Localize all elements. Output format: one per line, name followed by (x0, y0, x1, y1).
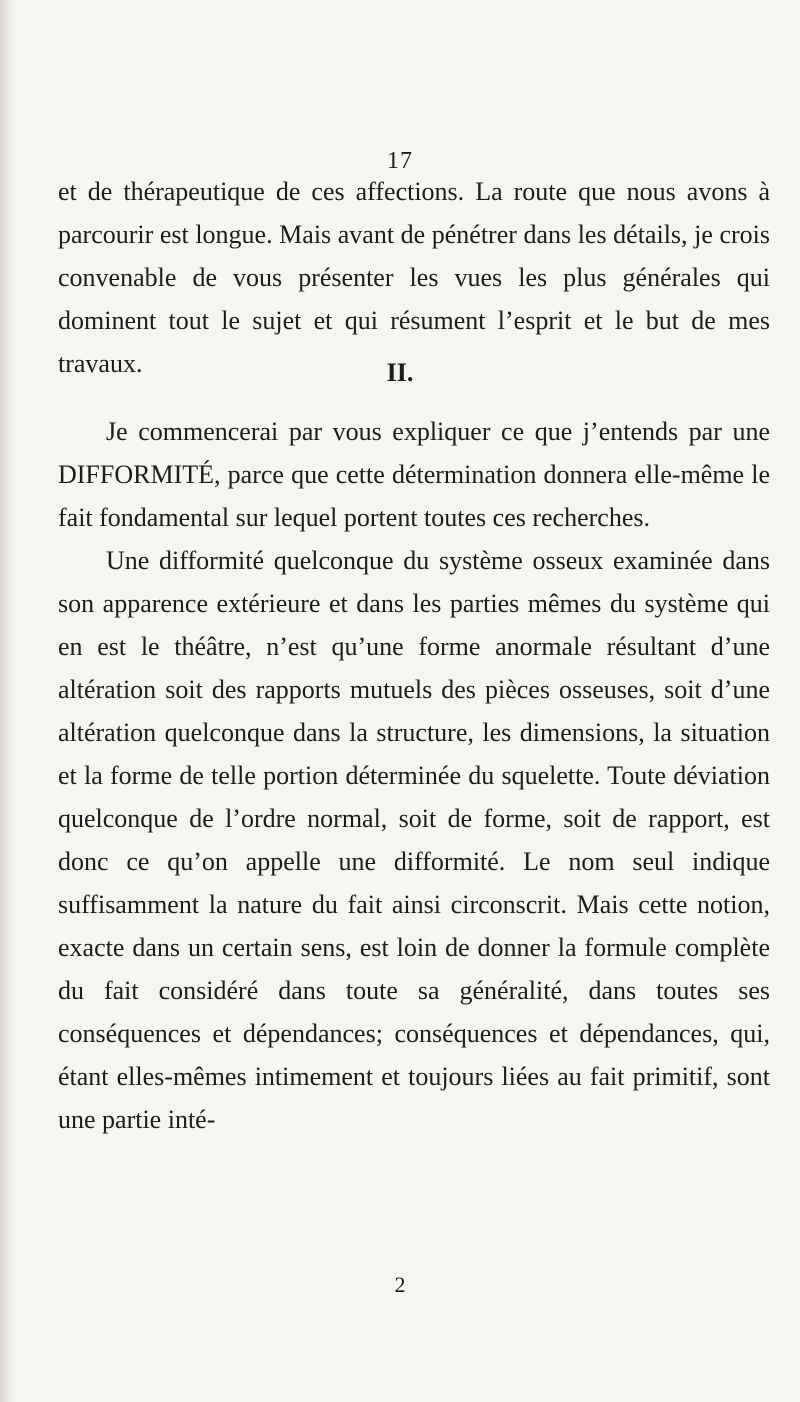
paragraph-text: et de thérapeutique de ces affections. La route que nous avons à parcourir est longue. Mais avant de pénétrer dans les détails, je crois convenable de vous présenter les vues les plus générales qui dominent tout le sujet et qui résument l’esprit et le but de mes travaux. (58, 177, 770, 378)
signature-mark: 2 (394, 1272, 406, 1297)
page-number: 17 (387, 148, 413, 174)
body-text (58, 410, 770, 1141)
page-edge (0, 0, 14, 1402)
section-heading: II. (386, 358, 414, 387)
paragraph-text: Une difformité quelconque du système osseux examinée dans son apparence extérieure et dans les parties mêmes du système qui en est le théâtre, n’est qu’une forme anormale résultant d’une altération soit des rapports mutuels des pièces osseuses, soit d’une altération quelconque dans la structure, les dimensions, la situation et la forme de telle portion déterminée du squelette. Toute déviation quelconque de l’ordre normal, soit de forme, soit de rapport, est donc ce qu’on appelle une difformité. Le nom seul indique suffisamment la nature du fait ainsi circonscrit. Mais cette notion, exacte dans un certain sens, est loin de donner la formule complète du fait considéré dans toute sa généralité, dans toutes ses conséquences et dépendances; conséquences et dépendances, qui, étant elles-mêmes intimement et toujours liées au fait primitif, sont une partie inté- (58, 546, 770, 1134)
paragraph-text: Je commencerai par vous expliquer ce que j’entends par une DIFFORMITÉ, parce que cette détermination donnera elle-même le fait fondamental sur lequel portent toutes ces recherches. (58, 417, 770, 532)
intro-paragraph (58, 170, 770, 385)
